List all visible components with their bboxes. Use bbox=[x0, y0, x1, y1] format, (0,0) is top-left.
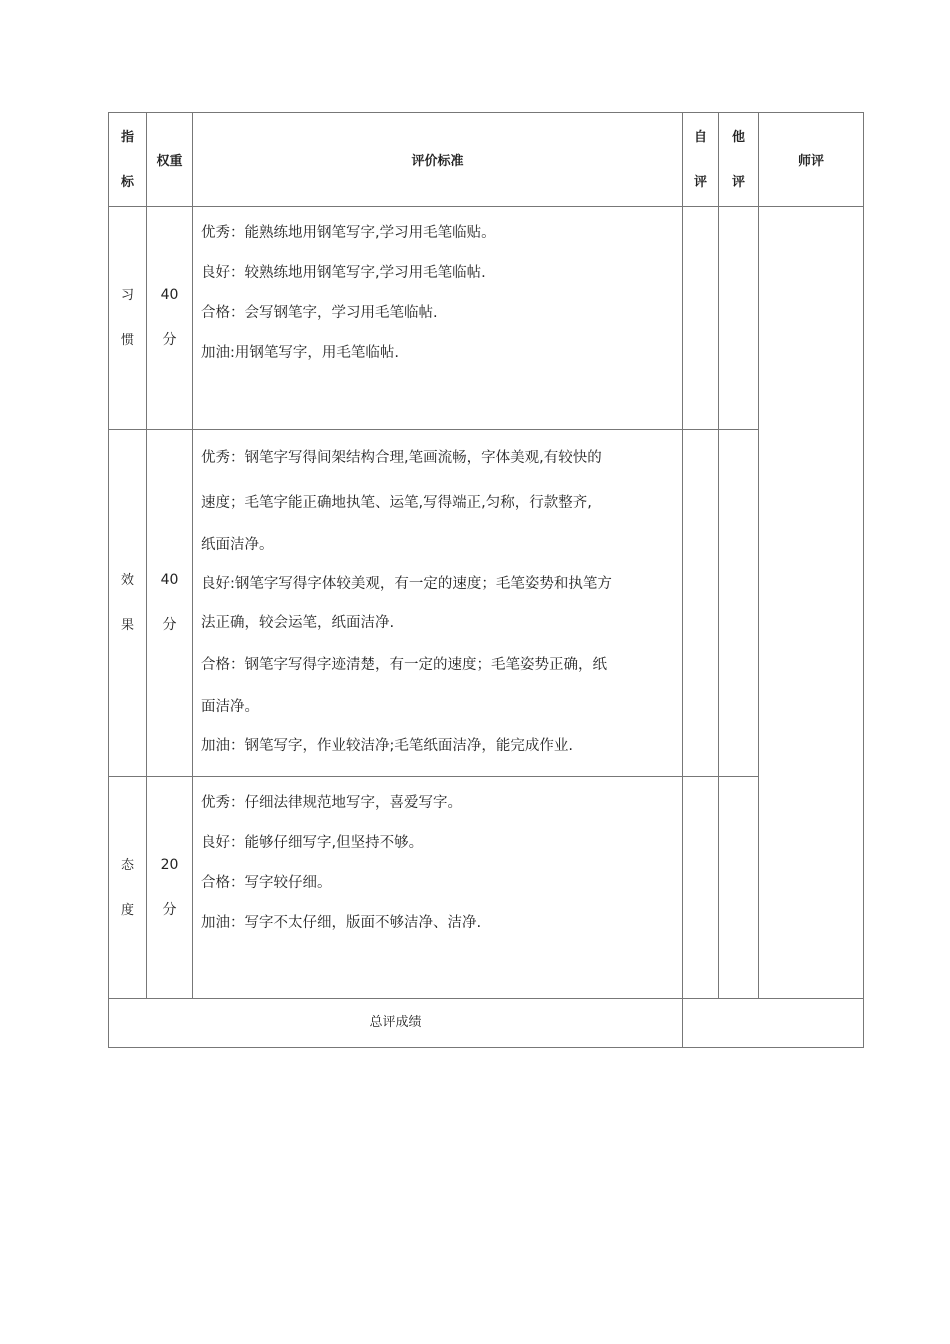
row-weight: 40 分 bbox=[147, 430, 193, 777]
total-row bbox=[109, 999, 864, 1048]
total-label: 总评成绩 bbox=[109, 999, 683, 1048]
header-row bbox=[109, 113, 864, 207]
header-peer-eval: 他 评 bbox=[719, 113, 759, 207]
header-teacher-eval: 师评 bbox=[759, 113, 864, 207]
row-indicator: 习 惯 bbox=[109, 207, 147, 430]
row-weight: 20 分 bbox=[147, 777, 193, 999]
row-criteria: 优秀：能熟练地用钢笔写字,学习用毛笔临贴。 良好：较熟练地用钢笔写字,学习用毛笔临帖. 合格：会写钢笔字，学习用毛笔临帖. 加油:用钢笔写字，用毛笔临帖. bbox=[193, 207, 683, 430]
teacher-eval-cell[interactable] bbox=[759, 207, 864, 999]
total-score-cell[interactable] bbox=[683, 999, 864, 1048]
row-criteria: 优秀：钢笔字写得间架结构合理,笔画流畅，字体美观,有较快的 速度；毛笔字能正确地执笔、运笔,写得端正,匀称，行款整齐, 纸面洁净。 良好:钢笔字写得字体较美观，有一定的速度；毛笔姿势和执笔方 法正确，较会运笔，纸面洁净. 合格：钢笔字写得字迹清楚，有一定的速度；毛笔姿势正确，纸 面洁净。 加油：钢笔写字，作业较洁净;毛笔纸面洁净，能完成作业. bbox=[193, 430, 683, 777]
self-eval-cell[interactable] bbox=[683, 777, 719, 999]
row-indicator: 效 果 bbox=[109, 430, 147, 777]
self-eval-cell[interactable] bbox=[683, 207, 719, 430]
table-row bbox=[109, 777, 864, 999]
header-indicator: 指 标 bbox=[109, 113, 147, 207]
peer-eval-cell[interactable] bbox=[719, 430, 759, 777]
peer-eval-cell[interactable] bbox=[719, 207, 759, 430]
row-criteria: 优秀：仔细法律规范地写字，喜爱写字。 良好：能够仔细写字,但坚持不够。 合格：写字较仔细。 加油：写字不太仔细，版面不够洁净、洁净. bbox=[193, 777, 683, 999]
table-row bbox=[109, 430, 864, 777]
self-eval-cell[interactable] bbox=[683, 430, 719, 777]
header-criteria: 评价标准 bbox=[193, 113, 683, 207]
row-weight: 40 分 bbox=[147, 207, 193, 430]
row-indicator: 态 度 bbox=[109, 777, 147, 999]
header-weight: 权重 bbox=[147, 113, 193, 207]
table-row bbox=[109, 207, 864, 430]
header-self-eval: 自 评 bbox=[683, 113, 719, 207]
peer-eval-cell[interactable] bbox=[719, 777, 759, 999]
evaluation-table bbox=[108, 112, 864, 1048]
